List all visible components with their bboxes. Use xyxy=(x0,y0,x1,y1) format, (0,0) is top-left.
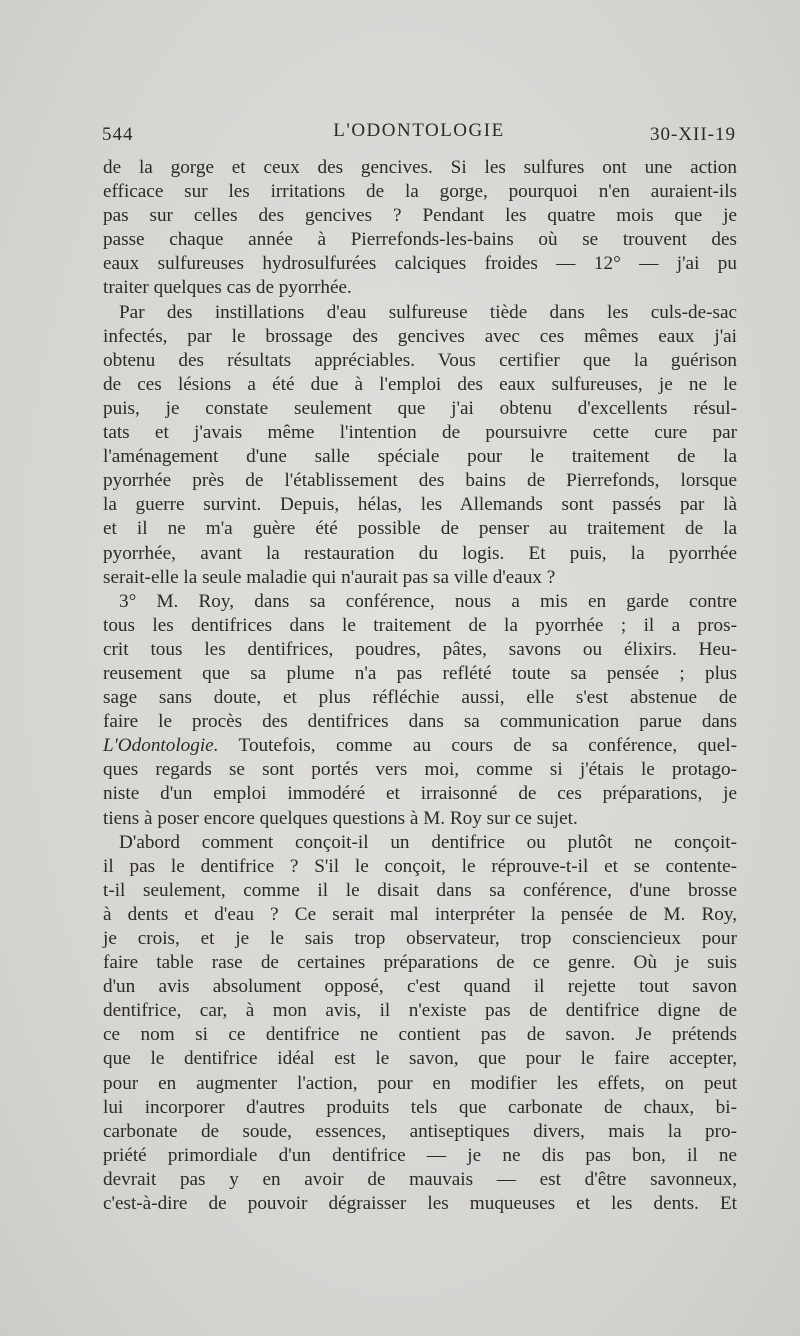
text-line: 3° M. Roy, dans sa conférence, nous a mis en garde contre xyxy=(119,590,737,612)
text-line: pyorrhée près de l'établissement des bains de Pierrefonds, lorsque xyxy=(103,470,737,492)
text-line: t-il seulement, comme il le disait dans sa conférence, d'une brosse xyxy=(103,879,737,901)
text-line: à dents et d'eau ? Ce serait mal interpréter la pensée de M. Roy, xyxy=(103,903,737,925)
text-line: serait-elle la seule maladie qui n'aurait pas sa ville d'eaux ? xyxy=(103,566,556,588)
text-line: reusement que sa plume n'a pas reflété toute sa pensée ; plus xyxy=(103,662,737,684)
text-line: c'est-à-dire de pouvoir dégraisser les muqueuses et les dents. Et xyxy=(103,1193,737,1215)
text-line: lui incorporer d'autres produits tels que carbonate de chaux, bi- xyxy=(103,1096,737,1118)
text-line: faire le procès des dentifrices dans sa communication parue dans xyxy=(103,711,737,733)
text-line: pour en augmenter l'action, pour en modifier les effets, on peut xyxy=(103,1072,737,1094)
text-line: passe chaque année à Pierrefonds-les-bains où se trouvent des xyxy=(103,229,737,251)
text-line: infectés, par le brossage des gencives avec ces mêmes eaux j'ai xyxy=(103,325,737,347)
text-line: devrait pas y en avoir de mauvais — est d'être savonneux, xyxy=(103,1168,737,1190)
text-line: obtenu des résultats appréciables. Vous certifier que la guérison xyxy=(103,349,737,371)
text-line: l'aménagement d'une salle spéciale pour le traitement de la xyxy=(103,446,737,468)
text-line: de la gorge et ceux des gencives. Si les sulfures ont une action xyxy=(103,157,737,178)
text-line: traiter quelques cas de pyorrhée. xyxy=(103,277,352,299)
text-line: dentifrice, car, à mon avis, il n'existe pas de dentifrice digne de xyxy=(103,1000,737,1022)
body-text xyxy=(103,156,737,1216)
text-line: ce nom si ce dentifrice ne contient pas de savon. Je prétends xyxy=(103,1024,737,1046)
text-line: tous les dentifrices dans le traitement de la pyorrhée ; il a pros- xyxy=(103,614,737,636)
text-line: que le dentifrice idéal est le savon, que pour le faire accepter, xyxy=(103,1048,737,1070)
text-line: pas sur celles des gencives ? Pendant les quatre mois que je xyxy=(103,205,737,227)
text-line: la guerre survint. Depuis, hélas, les Allemands sont passés par là xyxy=(103,494,737,516)
text-line: je crois, et je le sais trop observateur, trop consciencieux pour xyxy=(103,928,737,949)
text-line: il pas le dentifrice ? S'il le conçoit, le réprouve-t-il et se contente- xyxy=(103,855,737,877)
text-line: tiens à poser encore quelques questions à M. Roy sur ce sujet. xyxy=(103,807,578,829)
text-line: Par des instillations d'eau sulfureuse tiède dans les culs-de-sac xyxy=(119,301,737,323)
running-title: L'ODONTOLOGIE xyxy=(333,120,505,141)
text-line: puis, je constate seulement que j'ai obtenu d'excellents résul- xyxy=(103,397,737,419)
text-line: tats et j'avais même l'intention de poursuivre cette cure par xyxy=(103,422,737,444)
page-number: 544 xyxy=(102,124,134,145)
text-line: ques regards se sont portés vers moi, comme si j'étais le protago- xyxy=(103,759,737,781)
text-line: carbonate de soude, essences, antiseptiques divers, mais la pro- xyxy=(103,1120,737,1142)
text-line: L'Odontologie. Toutefois, comme au cours de sa conférence, quel- xyxy=(103,735,737,757)
issue-date: 30-XII-19 xyxy=(649,124,736,145)
text-line: sage sans doute, et plus réfléchie aussi, elle s'est abstenue de xyxy=(103,687,737,709)
text-line: pyorrhée, avant la restauration du logis. Et puis, la pyorrhée xyxy=(103,542,737,564)
text-line: niste d'un emploi immodéré et irraisonné de ces préparations, je xyxy=(103,783,737,805)
running-header xyxy=(102,120,736,150)
text-line: efficace sur les irritations de la gorge, pourquoi n'en auraient-ils xyxy=(103,181,737,203)
text-line: eaux sulfureuses hydrosulfurées calciques froides — 12° — j'ai pu xyxy=(103,253,737,275)
text-line: d'un avis absolument opposé, c'est quand il rejette tout savon xyxy=(103,976,737,998)
text-line: faire table rase de certaines préparations de ce genre. Où je suis xyxy=(103,952,737,974)
text-line: de ces lésions a été due à l'emploi des eaux sulfureuses, je ne le xyxy=(103,373,737,395)
text-line: priété primordiale d'un dentifrice — je ne dis pas bon, il ne xyxy=(103,1144,737,1166)
text-line: crit tous les dentifrices, poudres, pâtes, savons ou élixirs. Heu- xyxy=(103,638,737,660)
text-line: et il ne m'a guère été possible de penser au traitement de la xyxy=(103,518,737,540)
text-line: D'abord comment conçoit-il un dentifrice ou plutôt ne conçoit- xyxy=(119,831,737,853)
